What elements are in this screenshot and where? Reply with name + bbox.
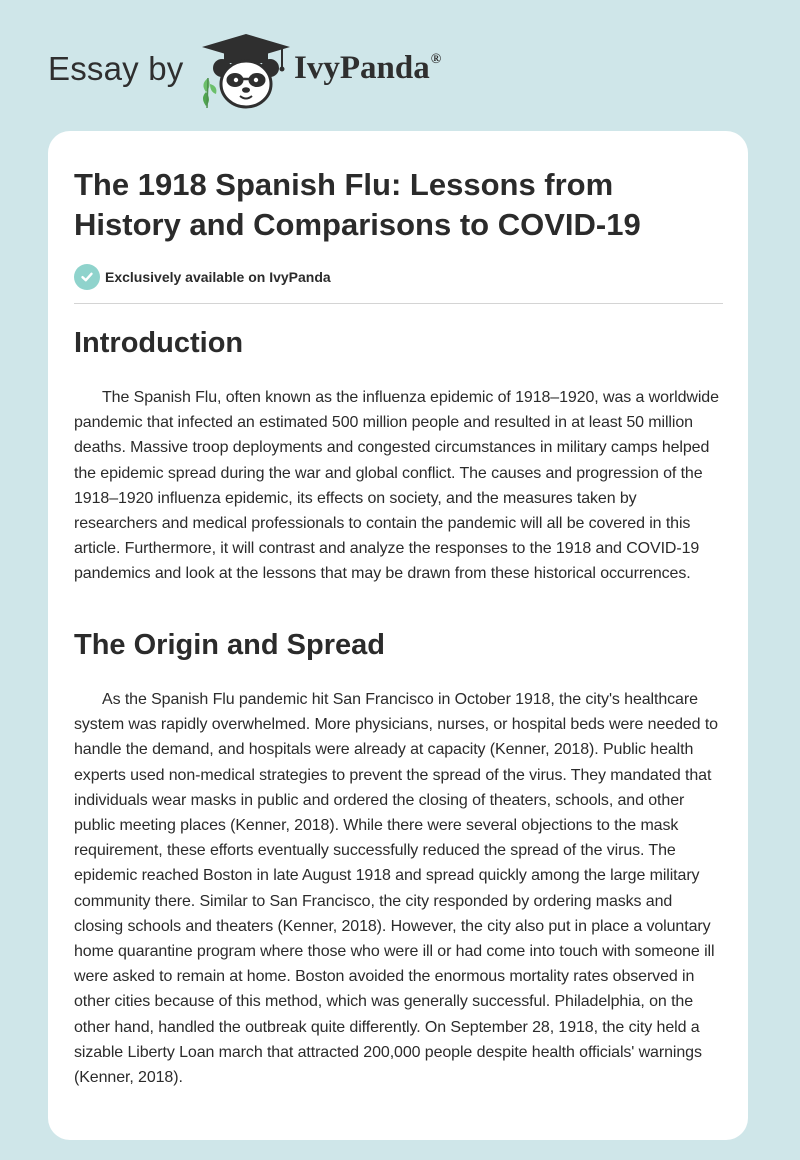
panda-graduate-logo-icon[interactable] — [198, 34, 294, 110]
site-header — [0, 0, 800, 130]
check-circle-icon — [74, 264, 100, 290]
title-divider — [74, 303, 723, 304]
exclusive-badge-label: Exclusively available on IvyPanda — [105, 269, 331, 285]
section-heading-introduction: Introduction — [74, 327, 244, 359]
article-card — [48, 131, 748, 1140]
section-text-origin-spread: As the Spanish Flu pandemic hit San Francisco in October 1918, the city's healthcare system was rapidly overwhelmed. More physicians, nurses, or hospital beds were needed to handle the demand, and hospitals were already at capacity (Kenner, 2018). Public health experts used non-medical strategies to prevent the spread of the virus. They mandated that individuals wear masks in public and ordered the closing of theaters, schools, and other public meeting places (Kenner, 2018). While there were several objections to the mask requirement, these efforts eventually successfully reduced the spread of the virus. The epidemic reached Boston in late August 1918 and spread quickly among the large military community there. Similar to San Francisco, the city responded by ordering masks and closing schools and theaters (Kenner, 2018). However, the city also put in place a voluntary home quarantine program where those who were ill or had come into touch with someone ill were asked to remain at home. Boston avoided the enormous mortality rates observed in other cities because of this method, which was generally successful. Philadelphia, on the other hand, handled the outbreak quite differently. On September 28, 1918, the city held a sizable Liberty Loan march that attracted 200,000 people despite health officials' warnings (Kenner, 2018). — [74, 691, 718, 1087]
registered-mark: ® — [430, 52, 442, 67]
article-title: The 1918 Spanish Flu: Lessons from History and Comparisons to COVID-19 — [74, 167, 641, 242]
brand-name: IvyPanda — [294, 50, 430, 86]
section-heading-origin-spread: The Origin and Spread — [74, 629, 385, 661]
exclusive-badge — [74, 263, 331, 291]
section-text-introduction: The Spanish Flu, often known as the influenza epidemic of 1918–1920, was a worldwide pandemic that infected an estimated 500 million people and resulted in at least 50 million deaths. Massive troop deployments and congested circumstances in military camps helped the epidemic spread during the war and global conflict. The causes and progression of the 1918–1920 influenza epidemic, its effects on society, and the measures taken by researchers and medical professionals to contain the pandemic will all be covered in this article. Furthermore, it will contrast and analyze the responses to the 1918 and COVID-19 pandemics and look at the lessons that may be drawn from these historical occurrences. — [74, 389, 719, 583]
ivypanda-brand[interactable] — [294, 50, 441, 87]
essay-by-label: Essay by — [48, 50, 184, 87]
